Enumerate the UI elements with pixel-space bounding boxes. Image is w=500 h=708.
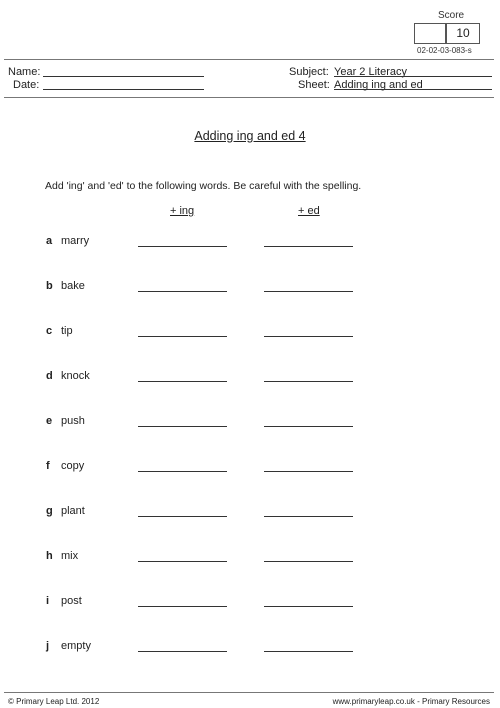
footer-rule (4, 692, 494, 693)
item-word: tip (61, 325, 73, 337)
item-word: knock (61, 370, 90, 382)
answer-ing-field[interactable] (138, 651, 227, 652)
answer-ed-field[interactable] (264, 606, 353, 607)
exercise-row (0, 235, 500, 251)
name-label: Name: (8, 66, 41, 78)
score-label: Score (438, 10, 465, 21)
answer-ed-field[interactable] (264, 381, 353, 382)
score-total: 10 (446, 23, 480, 44)
item-word: plant (61, 505, 85, 517)
column-header-ing: + ing (170, 205, 195, 217)
exercise-row (0, 415, 500, 431)
column-header-ed: + ed (298, 205, 320, 217)
name-field[interactable] (43, 76, 204, 77)
item-letter: d (46, 370, 53, 382)
footer-copyright: © Primary Leap Ltd. 2012 (8, 697, 100, 706)
answer-ing-field[interactable] (138, 516, 227, 517)
exercise-row (0, 640, 500, 656)
subject-value: Year 2 Literacy (334, 66, 407, 78)
item-letter: j (46, 640, 50, 652)
item-word: marry (61, 235, 90, 247)
item-word: post (61, 595, 82, 607)
instruction-text: Add 'ing' and 'ed' to the following words. Be careful with the spelling. (45, 180, 362, 192)
subject-line (334, 76, 492, 77)
item-letter: i (46, 595, 50, 607)
answer-ed-field[interactable] (264, 336, 353, 337)
answer-ed-field[interactable] (264, 471, 353, 472)
answer-ed-field[interactable] (264, 516, 353, 517)
answer-ed-field[interactable] (264, 246, 353, 247)
sheet-line (334, 89, 492, 90)
exercise-row (0, 550, 500, 566)
header-bottom-rule (4, 97, 494, 98)
item-letter: a (46, 235, 53, 247)
answer-ing-field[interactable] (138, 246, 227, 247)
worksheet-title: Adding ing and ed 4 (194, 129, 306, 143)
item-letter: c (46, 325, 53, 337)
answer-ing-field[interactable] (138, 606, 227, 607)
subject-label: Subject: (289, 66, 329, 78)
answer-ing-field[interactable] (138, 471, 227, 472)
sheet-code: 02-02-03-083-s (417, 46, 472, 55)
answer-ing-field[interactable] (138, 336, 227, 337)
answer-ed-field[interactable] (264, 561, 353, 562)
answer-ing-field[interactable] (138, 426, 227, 427)
answer-ed-field[interactable] (264, 426, 353, 427)
answer-ing-field[interactable] (138, 291, 227, 292)
exercise-row (0, 280, 500, 296)
item-letter: e (46, 415, 53, 427)
item-letter: f (46, 460, 50, 472)
item-letter: g (46, 505, 53, 517)
footer-website: www.primaryleap.co.uk - Primary Resources (332, 697, 490, 706)
score-input-box[interactable] (414, 23, 446, 44)
date-label: Date: (13, 79, 40, 91)
exercise-row (0, 370, 500, 386)
item-word: empty (61, 640, 91, 652)
answer-ing-field[interactable] (138, 381, 227, 382)
item-letter: h (46, 550, 53, 562)
item-word: push (61, 415, 85, 427)
exercise-row (0, 505, 500, 521)
answer-ed-field[interactable] (264, 651, 353, 652)
item-word: bake (61, 280, 85, 292)
header-top-rule (4, 59, 494, 60)
exercise-row (0, 325, 500, 341)
sheet-value: Adding ing and ed (334, 79, 423, 91)
item-word: copy (61, 460, 85, 472)
sheet-label: Sheet: (298, 79, 330, 91)
item-letter: b (46, 280, 53, 292)
answer-ing-field[interactable] (138, 561, 227, 562)
exercise-row (0, 460, 500, 476)
exercise-row (0, 595, 500, 611)
date-field[interactable] (43, 89, 204, 90)
answer-ed-field[interactable] (264, 291, 353, 292)
item-word: mix (61, 550, 79, 562)
